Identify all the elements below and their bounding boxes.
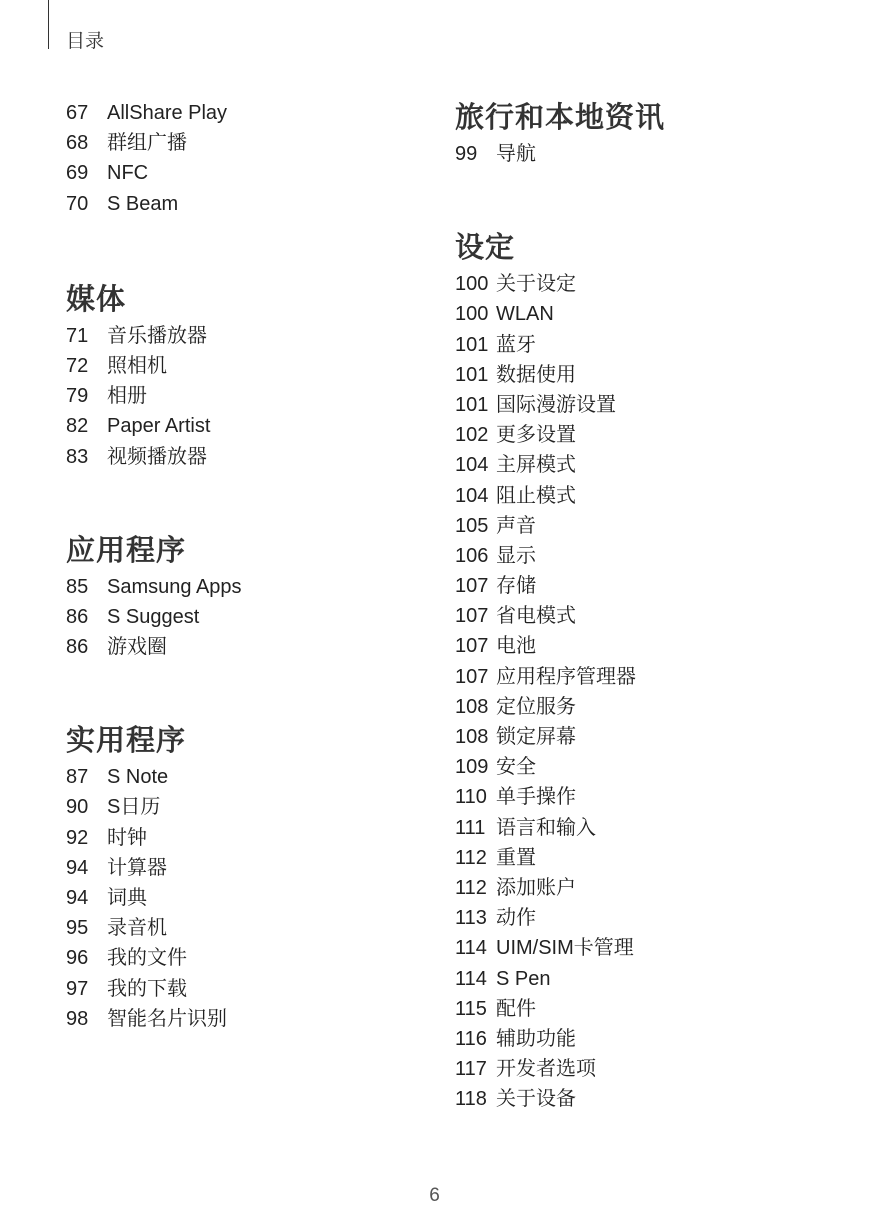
toc-page-number: 86: [66, 605, 89, 628]
toc-entry-label: S日历: [107, 796, 161, 819]
page-header-title: 目录: [66, 31, 105, 52]
toc-page-number: 99: [455, 143, 478, 165]
toc-entry-uim-sim-card-manager[interactable]: [455, 933, 855, 963]
section-heading-applications: 应用程序: [66, 534, 187, 567]
toc-entry-s-pen[interactable]: [455, 964, 855, 994]
toc-entry-label: 国际漫游设置: [496, 393, 616, 416]
toc-entry-motion[interactable]: [455, 903, 855, 933]
toc-page-number: 72: [66, 354, 89, 377]
toc-entry-power-saving-mode[interactable]: [455, 601, 855, 631]
toc-page-number: 83: [66, 445, 89, 468]
toc-entry-business-card-scanner[interactable]: [66, 1004, 426, 1034]
toc-entry-label: S Beam: [107, 192, 179, 215]
toc-entry-video-player[interactable]: [66, 442, 426, 472]
toc-list: [455, 269, 855, 1114]
toc-page-number: 107: [455, 605, 489, 628]
toc-entry-label: 辅助功能: [496, 1027, 576, 1050]
toc-page-number: 113: [455, 907, 487, 930]
toc-entry-label: 安全: [496, 756, 536, 779]
toc-entry-label: NFC: [107, 162, 149, 185]
toc-entry-label: 声音: [496, 514, 536, 537]
toc-page-number: 92: [66, 826, 89, 849]
toc-section-settings: [455, 229, 855, 1114]
toc-page-number: 114: [455, 967, 487, 990]
toc-entry-label: 导航: [496, 143, 536, 165]
toc-entry-label: 配件: [496, 997, 536, 1020]
toc-entry-label: 语言和输入: [496, 816, 596, 839]
toc-entry-roaming-settings[interactable]: [455, 390, 855, 420]
toc-entry-label: 存储: [496, 575, 536, 598]
toc-entry-calculator[interactable]: [66, 853, 426, 883]
toc-entry-label: 阻止模式: [496, 484, 576, 507]
toc-entry-label: S Suggest: [107, 605, 200, 628]
toc-entry-wlan[interactable]: [455, 299, 855, 329]
toc-page-number: 97: [66, 977, 89, 1000]
toc-page-number: 104: [455, 484, 489, 507]
toc-entry-label: 游戏圈: [107, 636, 167, 659]
toc-entry-label: 主屏模式: [496, 454, 576, 477]
toc-entry-label: AllShare Play: [107, 102, 228, 124]
toc-entry-data-usage[interactable]: [455, 360, 855, 390]
toc-page-number: 96: [66, 947, 89, 970]
toc-page-number: 106: [455, 544, 489, 567]
toc-entry-game-hub[interactable]: [66, 632, 426, 662]
toc-entry-label: 照相机: [107, 354, 167, 377]
toc-entry-samsung-apps[interactable]: [66, 572, 426, 602]
toc-entry-label: 关于设定: [496, 273, 576, 296]
toc-page-number: 85: [66, 575, 89, 598]
section-heading-settings: 设定: [455, 232, 516, 265]
toc-page-number: 108: [455, 726, 489, 748]
toc-entry-location-services[interactable]: [455, 692, 855, 722]
toc-page-number: 110: [455, 786, 487, 809]
toc-page-number: 107: [455, 635, 489, 658]
toc-entry-label: 数据使用: [496, 363, 576, 386]
toc-entry-label: 省电模式: [496, 605, 576, 628]
toc-list: [66, 572, 426, 663]
toc-page-number: 98: [66, 1007, 89, 1030]
toc-entry-gallery[interactable]: [66, 381, 426, 411]
toc-entry-display[interactable]: [455, 541, 855, 571]
toc-entry-label: S Pen: [496, 967, 551, 990]
toc-entry-my-downloads[interactable]: [66, 974, 426, 1004]
toc-section-utilities: [66, 722, 426, 1034]
toc-page-number: 117: [455, 1058, 487, 1081]
toc-entry-s-beam[interactable]: [66, 189, 426, 219]
toc-entry-about-device[interactable]: [455, 1084, 855, 1114]
toc-entry-voice-recorder[interactable]: [66, 913, 426, 943]
toc-entry-label: 重置: [496, 846, 536, 869]
toc-section-applications: [66, 532, 426, 663]
toc-entry-music-player[interactable]: [66, 321, 426, 351]
toc-page-number: 107: [455, 575, 489, 598]
toc-list: [66, 98, 426, 219]
toc-page-number: 101: [455, 363, 489, 386]
toc-entry-more-settings[interactable]: [455, 420, 855, 450]
toc-entry-battery[interactable]: [455, 631, 855, 661]
toc-entry-s-suggest[interactable]: [66, 602, 426, 632]
toc-entry-label: 智能名片识别: [107, 1007, 227, 1030]
toc-page-number: 68: [66, 132, 89, 155]
toc-entry-label: Samsung Apps: [107, 575, 242, 598]
toc-entry-sound[interactable]: [455, 511, 855, 541]
toc-left-column: [66, 95, 426, 1034]
toc-page-number: 109: [455, 756, 489, 779]
toc-entry-reset[interactable]: [455, 843, 855, 873]
toc-entry-label: 定位服务: [496, 695, 576, 718]
toc-entry-label: 锁定屏幕: [496, 726, 576, 748]
toc-page-number: 115: [455, 997, 487, 1020]
toc-entry-storage[interactable]: [455, 571, 855, 601]
toc-entry-label: 更多设置: [496, 424, 576, 447]
toc-entry-label: 群组广播: [107, 132, 187, 155]
toc-entry-camera[interactable]: [66, 351, 426, 381]
toc-entry-accessories[interactable]: [455, 994, 855, 1024]
toc-page-number: 112: [455, 846, 487, 869]
toc-entry-application-manager[interactable]: [455, 662, 855, 692]
toc-entry-blocking-mode[interactable]: [455, 481, 855, 511]
toc-entry-label: 应用程序管理器: [496, 665, 636, 688]
toc-page-number: 107: [455, 665, 489, 688]
toc-entry-bluetooth[interactable]: [455, 330, 855, 360]
page-number: 6: [429, 1185, 440, 1206]
section-heading-media: 媒体: [66, 283, 127, 316]
toc-entry-label: 显示: [496, 544, 536, 567]
toc-entry-label: 音乐播放器: [107, 324, 207, 347]
toc-page-number: 69: [66, 162, 89, 185]
toc-page-number: 102: [455, 424, 489, 447]
toc-entry-label: 时钟: [107, 826, 147, 849]
toc-page-number: 101: [455, 393, 489, 416]
toc-entry-label: S Note: [107, 766, 169, 789]
toc-entry-label: 相册: [107, 385, 147, 408]
toc-entry-s-planner[interactable]: [66, 792, 426, 822]
toc-entry-label: 视频播放器: [107, 445, 207, 468]
toc-entry-security[interactable]: [455, 752, 855, 782]
toc-section-continued: [66, 98, 426, 219]
toc-page-number: 118: [455, 1088, 487, 1111]
toc-entry-label: 我的文件: [107, 947, 187, 970]
toc-entry-label: 开发者选项: [496, 1058, 596, 1081]
toc-right-column: [455, 95, 855, 1114]
toc-entry-label: 关于设备: [496, 1088, 576, 1111]
header-rule: [48, 0, 49, 49]
toc-page-number: 90: [66, 796, 89, 819]
toc-page-number: 108: [455, 695, 489, 718]
toc-entry-language-input[interactable]: [455, 813, 855, 843]
toc-entry-label: 计算器: [107, 856, 167, 879]
toc-page-number: 105: [455, 514, 489, 537]
toc-entry-label: 录音机: [107, 917, 167, 940]
toc-section-travel-local: [455, 99, 855, 169]
toc-entry-nfc[interactable]: [66, 158, 426, 188]
section-heading-travel-local: 旅行和本地资讯: [455, 102, 666, 134]
toc-entry-my-files[interactable]: [66, 943, 426, 973]
toc-list: [66, 321, 426, 472]
toc-list: [455, 139, 855, 169]
toc-entry-label: 词典: [107, 887, 147, 909]
toc-entry-label: 单手操作: [496, 786, 576, 809]
toc-entry-add-account[interactable]: [455, 873, 855, 903]
toc-page-number: 116: [455, 1027, 487, 1050]
toc-page-number: 79: [66, 385, 89, 408]
toc-page-number: 114: [455, 937, 487, 960]
toc-page-number: 112: [455, 876, 487, 899]
toc-list: [66, 762, 426, 1034]
toc-page-number: 71: [66, 324, 89, 347]
toc-entry-dictionary[interactable]: [66, 883, 426, 913]
toc-section-media: [66, 281, 426, 472]
toc-page-number: 67: [66, 102, 89, 124]
toc-entry-s-note[interactable]: [66, 762, 426, 792]
toc-entry-label: 我的下载: [107, 977, 187, 1000]
toc-entry-developer-options[interactable]: [455, 1054, 855, 1084]
toc-entry-group-cast[interactable]: [66, 128, 426, 158]
toc-entry-paper-artist[interactable]: [66, 411, 426, 441]
toc-entry-allshare-play[interactable]: [66, 98, 426, 128]
toc-entry-one-handed-operation[interactable]: [455, 782, 855, 812]
toc-entry-label: 动作: [496, 907, 536, 930]
toc-entry-label: 蓝牙: [496, 333, 536, 356]
toc-page-number: 100: [455, 303, 489, 326]
toc-page-number: 95: [66, 917, 89, 940]
section-heading-utilities: 实用程序: [66, 725, 187, 758]
toc-page-number: 82: [66, 415, 89, 438]
toc-entry-navigation[interactable]: [455, 139, 855, 169]
toc-entry-label: Paper Artist: [107, 415, 211, 438]
toc-page-number: 100: [455, 273, 489, 296]
toc-entry-lock-screen[interactable]: [455, 722, 855, 752]
toc-page-number: 101: [455, 333, 489, 356]
toc-page-number: 111: [455, 816, 486, 839]
toc-entry-label: 添加账户: [496, 876, 576, 899]
toc-entry-label: WLAN: [496, 303, 554, 326]
toc-entry-clock[interactable]: [66, 823, 426, 853]
toc-entry-label: 电池: [496, 635, 536, 658]
toc-page-number: 86: [66, 636, 89, 659]
toc-page-number: 70: [66, 192, 89, 215]
toc-entry-home-screen-mode[interactable]: [455, 450, 855, 480]
toc-page-number: 104: [455, 454, 489, 477]
toc-entry-accessibility[interactable]: [455, 1024, 855, 1054]
toc-page-number: 94: [66, 887, 89, 909]
toc-page-number: 87: [66, 766, 89, 789]
toc-entry-about-settings[interactable]: [455, 269, 855, 299]
toc-page-number: 94: [66, 856, 89, 879]
toc-entry-label: UIM/SIM卡管理: [496, 937, 634, 960]
